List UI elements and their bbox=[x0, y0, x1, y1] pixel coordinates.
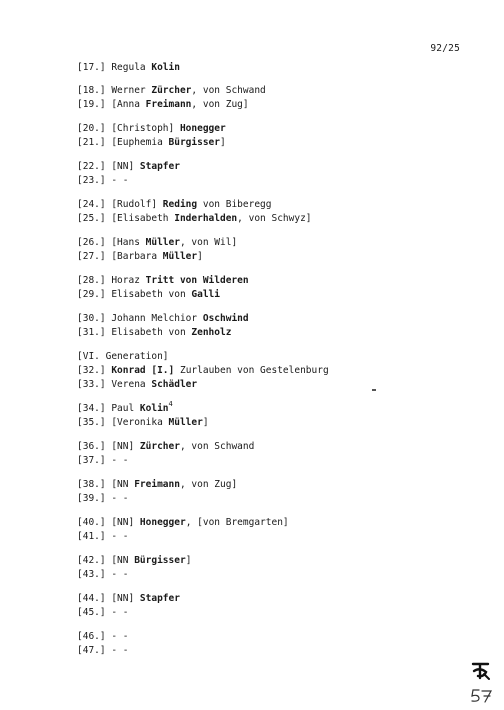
entry-text: [29.] Elisabeth von bbox=[77, 289, 192, 300]
surname: Bürgisser bbox=[168, 137, 220, 148]
entry-text: ] bbox=[197, 251, 203, 262]
entry-text: [21.] [Euphemia bbox=[77, 137, 169, 148]
surname: Freimann bbox=[145, 99, 192, 110]
entry-text: [44.] [NN] bbox=[77, 593, 140, 604]
surname: Inderhalden bbox=[174, 213, 238, 224]
entry-text: [19.] [Anna bbox=[77, 99, 146, 110]
entry-text: [26.] [Hans bbox=[77, 237, 146, 248]
surname: Zenholz bbox=[191, 327, 232, 338]
entry-text: [38.] [NN bbox=[77, 479, 135, 490]
genealogy-entry bbox=[77, 351, 169, 363]
genealogy-entry bbox=[77, 199, 271, 211]
entry-text: [22.] [NN] bbox=[77, 161, 140, 172]
entry-text: [35.] [Veronika bbox=[77, 417, 169, 428]
entry-text: [36.] [NN] bbox=[77, 441, 140, 452]
genealogy-entry bbox=[77, 161, 180, 173]
surname: Honegger bbox=[139, 517, 186, 528]
genealogy-entry bbox=[77, 123, 226, 135]
page-number: 92/25 bbox=[430, 43, 460, 54]
entry-text: [20.] [Christoph] bbox=[77, 123, 180, 134]
entry-text: [45.] - - bbox=[77, 607, 129, 618]
surname: Stapfer bbox=[139, 161, 180, 172]
entry-text: [30.] Johann Melchior bbox=[77, 313, 203, 324]
entry-text: [43.] - - bbox=[77, 569, 129, 580]
surname: Zürcher bbox=[139, 441, 180, 452]
entry-text: , von Schwand bbox=[179, 441, 255, 452]
genealogy-entry bbox=[77, 441, 254, 453]
entry-text: [27.] [Barbara bbox=[77, 251, 163, 262]
entry-text: [17.] Regula bbox=[77, 62, 152, 73]
surname: Reding bbox=[162, 199, 198, 210]
entry-text: [33.] Verena bbox=[77, 379, 152, 390]
genealogy-entry bbox=[77, 275, 249, 287]
entry-text: [31.] Elisabeth von bbox=[77, 327, 192, 338]
entry-text: [23.] - - bbox=[77, 175, 129, 186]
entry-text: , von Wil] bbox=[179, 237, 238, 248]
footnote-marker: 4 bbox=[168, 400, 173, 408]
entry-text: , [von Bremgarten] bbox=[185, 517, 289, 528]
surname: Bürgisser bbox=[134, 555, 186, 566]
genealogy-entry bbox=[77, 645, 128, 657]
corner-stamp-icon bbox=[470, 660, 492, 682]
genealogy-entry bbox=[77, 237, 237, 249]
genealogy-entry bbox=[77, 62, 180, 74]
entry-text: [41.] - - bbox=[77, 531, 129, 542]
genealogy-entry bbox=[77, 531, 128, 543]
surname: Honegger bbox=[179, 123, 226, 134]
genealogy-entry bbox=[77, 365, 329, 377]
genealogy-entry bbox=[77, 455, 128, 467]
entry-text: ] bbox=[185, 555, 192, 566]
genealogy-entry bbox=[77, 99, 249, 111]
surname: Zürcher bbox=[151, 85, 192, 96]
surname: Freimann bbox=[134, 479, 180, 490]
genealogy-entry bbox=[77, 327, 231, 339]
genealogy-entry bbox=[77, 313, 249, 325]
entry-text: [18.] Werner bbox=[77, 85, 152, 96]
genealogy-entry bbox=[77, 569, 128, 581]
surname: Kolin bbox=[139, 403, 169, 414]
entry-text: [25.] [Elisabeth bbox=[77, 213, 175, 224]
surname: Müller bbox=[162, 251, 198, 262]
genealogy-entry bbox=[77, 137, 226, 149]
surname: Kolin bbox=[151, 62, 180, 73]
genealogy-entry bbox=[77, 251, 203, 263]
genealogy-entry bbox=[77, 379, 197, 391]
surname: Stapfer bbox=[139, 593, 180, 604]
surname: Müller bbox=[168, 417, 203, 428]
entry-text: [37.] - - bbox=[77, 455, 129, 466]
entry-text: [32.] bbox=[77, 365, 112, 376]
genealogy-entry bbox=[77, 517, 289, 529]
entry-text: [42.] [NN bbox=[77, 555, 135, 566]
genealogy-entry bbox=[77, 85, 266, 97]
surname: Konrad [I.] bbox=[111, 365, 175, 376]
genealogy-entry bbox=[77, 213, 312, 225]
surname: Galli bbox=[191, 289, 220, 300]
genealogy-entry bbox=[77, 175, 128, 187]
genealogy-entry bbox=[77, 607, 128, 619]
entry-text: , von Zug] bbox=[179, 479, 238, 490]
entry-text: , von Zug] bbox=[191, 99, 249, 110]
entry-text: [46.] - - bbox=[77, 631, 129, 642]
entry-text: [24.] [Rudolf] bbox=[77, 199, 163, 210]
entry-text: , von Schwyz] bbox=[237, 213, 312, 224]
genealogy-entry bbox=[77, 631, 128, 643]
entry-text: [40.] [NN] bbox=[77, 517, 140, 528]
handwritten-page-number bbox=[470, 688, 494, 708]
entry-text: [34.] Paul bbox=[77, 403, 140, 414]
surname: Müller bbox=[145, 237, 180, 248]
entry-text: [39.] - - bbox=[77, 493, 129, 504]
entry-text: [47.] - - bbox=[77, 645, 129, 656]
genealogy-entry bbox=[77, 400, 173, 415]
stray-dash-mark bbox=[372, 389, 376, 391]
entry-text: Zurlauben von Gestelenburg bbox=[174, 365, 329, 376]
entry-text: [VI. Generation] bbox=[77, 351, 169, 362]
genealogy-entry bbox=[77, 493, 128, 505]
entry-text: von Biberegg bbox=[197, 199, 272, 210]
genealogy-entry bbox=[77, 479, 237, 491]
entry-text: [28.] Horaz bbox=[77, 275, 146, 286]
genealogy-entry bbox=[77, 417, 209, 429]
genealogy-entry bbox=[77, 593, 180, 605]
entry-text: , von Schwand bbox=[191, 85, 266, 96]
genealogy-entry bbox=[77, 289, 220, 301]
genealogy-entry bbox=[77, 555, 191, 567]
surname: Oschwind bbox=[202, 313, 249, 324]
entry-text: ] bbox=[220, 137, 226, 148]
surname: Schädler bbox=[151, 379, 198, 390]
entry-text: ] bbox=[202, 417, 209, 428]
surname: Tritt von Wilderen bbox=[145, 275, 249, 286]
